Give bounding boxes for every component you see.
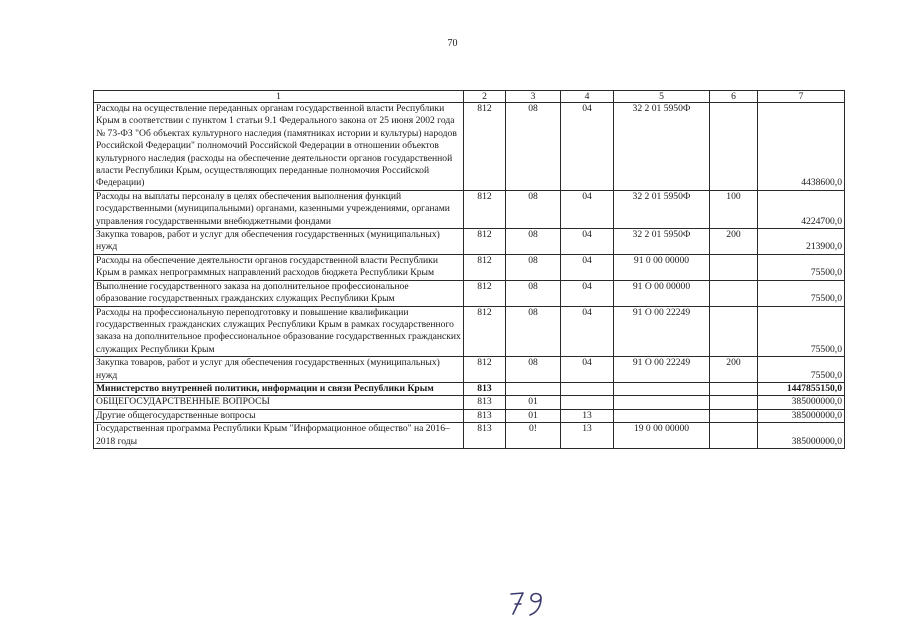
amount-cell: 213900,0 (758, 229, 845, 255)
ministry-code-cell: 813 (464, 423, 506, 449)
expense-name-cell: Расходы на осуществление переданных органам государственной власти Республики Крым в соответствии с пунктом 1 статьи 9.1 Федерального закона от 25 июня 2002 года № 73-ФЗ "Об объектах культурного наследия (памятниках истории и культуры) народов Российской Федерации" полномочий Российской Федерации в отношении объектов культурного наследия (расходы на обеспечение деятельности органов государственной власти Республики Крым, осуществляющих переданные полномочия Российской Федерации) (94, 103, 464, 191)
ministry-code-cell: 812 (464, 103, 506, 191)
table-row-ministry (94, 382, 845, 395)
ministry-code-cell: 812 (464, 306, 506, 357)
section-code-cell: 08 (506, 229, 561, 255)
expense-name-cell: Расходы на обеспечение деятельности органов государственной власти Республики Крым в рамках непрограммных направлений расходов бюджета Республики Крым (94, 254, 464, 280)
table-row (94, 409, 845, 422)
section-code-cell: 01 (506, 396, 561, 409)
table-row (94, 423, 845, 449)
amount-cell: 75500,0 (758, 306, 845, 357)
section-code-cell: 08 (506, 306, 561, 357)
column-header: 6 (710, 91, 758, 103)
target-article-cell: 32 2 01 5950Ф (614, 103, 710, 191)
expense-name-cell: Государственная программа Республики Крым "Информационное общество" на 2016–2018 годы (94, 423, 464, 449)
subsection-code-cell: 04 (561, 280, 614, 306)
ministry-code-cell: 812 (464, 280, 506, 306)
expense-type-cell (710, 409, 758, 422)
expense-type-cell (710, 396, 758, 409)
section-code-cell: 0! (506, 423, 561, 449)
expense-name-cell: Закупка товаров, работ и услуг для обеспечения государственных (муниципальных) нужд (94, 357, 464, 383)
subsection-code-cell (561, 382, 614, 395)
amount-cell: 75500,0 (758, 280, 845, 306)
column-header: 4 (561, 91, 614, 103)
expense-type-cell (710, 254, 758, 280)
subsection-code-cell: 04 (561, 254, 614, 280)
expense-type-cell (710, 103, 758, 191)
table-header-row (94, 91, 845, 103)
amount-cell: 385000000,0 (758, 396, 845, 409)
expense-name-cell: Министерство внутренней политики, информации и связи Республики Крым (94, 382, 464, 395)
column-header: 2 (464, 91, 506, 103)
subsection-code-cell: 13 (561, 409, 614, 422)
subsection-code-cell: 04 (561, 306, 614, 357)
target-article-cell (614, 409, 710, 422)
section-code-cell: 08 (506, 357, 561, 383)
table-row (94, 357, 845, 383)
amount-cell: 75500,0 (758, 254, 845, 280)
ministry-code-cell: 813 (464, 396, 506, 409)
table-row (94, 229, 845, 255)
expense-type-cell (710, 423, 758, 449)
subsection-code-cell (561, 396, 614, 409)
amount-cell: 75500,0 (758, 357, 845, 383)
target-article-cell: 91 О 00 00000 (614, 280, 710, 306)
subsection-code-cell: 04 (561, 357, 614, 383)
table-row (94, 103, 845, 191)
subsection-code-cell: 04 (561, 190, 614, 228)
section-code-cell (506, 382, 561, 395)
column-header: 3 (506, 91, 561, 103)
table-row (94, 306, 845, 357)
budget-table (93, 90, 845, 449)
expense-type-cell (710, 280, 758, 306)
column-header: 5 (614, 91, 710, 103)
table-row (94, 396, 845, 409)
expense-name-cell: Закупка товаров, работ и услуг для обеспечения государственных (муниципальных) нужд (94, 229, 464, 255)
amount-cell: 385000000,0 (758, 409, 845, 422)
ministry-code-cell: 813 (464, 382, 506, 395)
target-article-cell: 19 0 00 00000 (614, 423, 710, 449)
target-article-cell: 91 О 00 22249 (614, 357, 710, 383)
amount-cell: 385000000,0 (758, 423, 845, 449)
target-article-cell: 91 О 00 22249 (614, 306, 710, 357)
table-row (94, 254, 845, 280)
target-article-cell: 32 2 01 5950Ф (614, 190, 710, 228)
expense-type-cell: 200 (710, 357, 758, 383)
ministry-code-cell: 812 (464, 190, 506, 228)
section-code-cell: 08 (506, 254, 561, 280)
section-code-cell: 08 (506, 190, 561, 228)
amount-cell: 1447855150,0 (758, 382, 845, 395)
table-row (94, 280, 845, 306)
subsection-code-cell: 04 (561, 103, 614, 191)
target-article-cell (614, 396, 710, 409)
column-header: 1 (94, 91, 464, 103)
ministry-code-cell: 812 (464, 229, 506, 255)
page-number: 70 (447, 38, 458, 49)
expense-type-cell: 100 (710, 190, 758, 228)
expense-type-cell (710, 382, 758, 395)
section-code-cell: 08 (506, 103, 561, 191)
target-article-cell: 91 0 00 00000 (614, 254, 710, 280)
handwritten-page-mark (503, 588, 551, 618)
section-code-cell: 08 (506, 280, 561, 306)
target-article-cell: 32 2 01 5950Ф (614, 229, 710, 255)
expense-name-cell: Расходы на профессиональную переподготовку и повышение квалификации государственных гражданских служащих Республики Крым в рамках государственного заказа на дополнительное профессиональное образование государственных гражданских служащих Республики Крым (94, 306, 464, 357)
expense-name-cell: Другие общегосударственные вопросы (94, 409, 464, 422)
table-row (94, 190, 845, 228)
expense-name-cell: Выполнение государственного заказа на дополнительное профессиональное образование государственных гражданских служащих Республики Крым (94, 280, 464, 306)
expense-type-cell: 200 (710, 229, 758, 255)
subsection-code-cell: 13 (561, 423, 614, 449)
ministry-code-cell: 812 (464, 254, 506, 280)
target-article-cell (614, 382, 710, 395)
column-header: 7 (758, 91, 845, 103)
expense-name-cell: Расходы на выплаты персоналу в целях обеспечения выполнения функций государственными (муниципальными) органами, казенными учреждениями, органами управления государственными внебюджетными фондами (94, 190, 464, 228)
ministry-code-cell: 813 (464, 409, 506, 422)
ministry-code-cell: 812 (464, 357, 506, 383)
expense-name-cell: ОБЩЕГОСУДАРСТВЕННЫЕ ВОПРОСЫ (94, 396, 464, 409)
expense-type-cell (710, 306, 758, 357)
subsection-code-cell: 04 (561, 229, 614, 255)
section-code-cell: 01 (506, 409, 561, 422)
amount-cell: 4438600,0 (758, 103, 845, 191)
amount-cell: 4224700,0 (758, 190, 845, 228)
